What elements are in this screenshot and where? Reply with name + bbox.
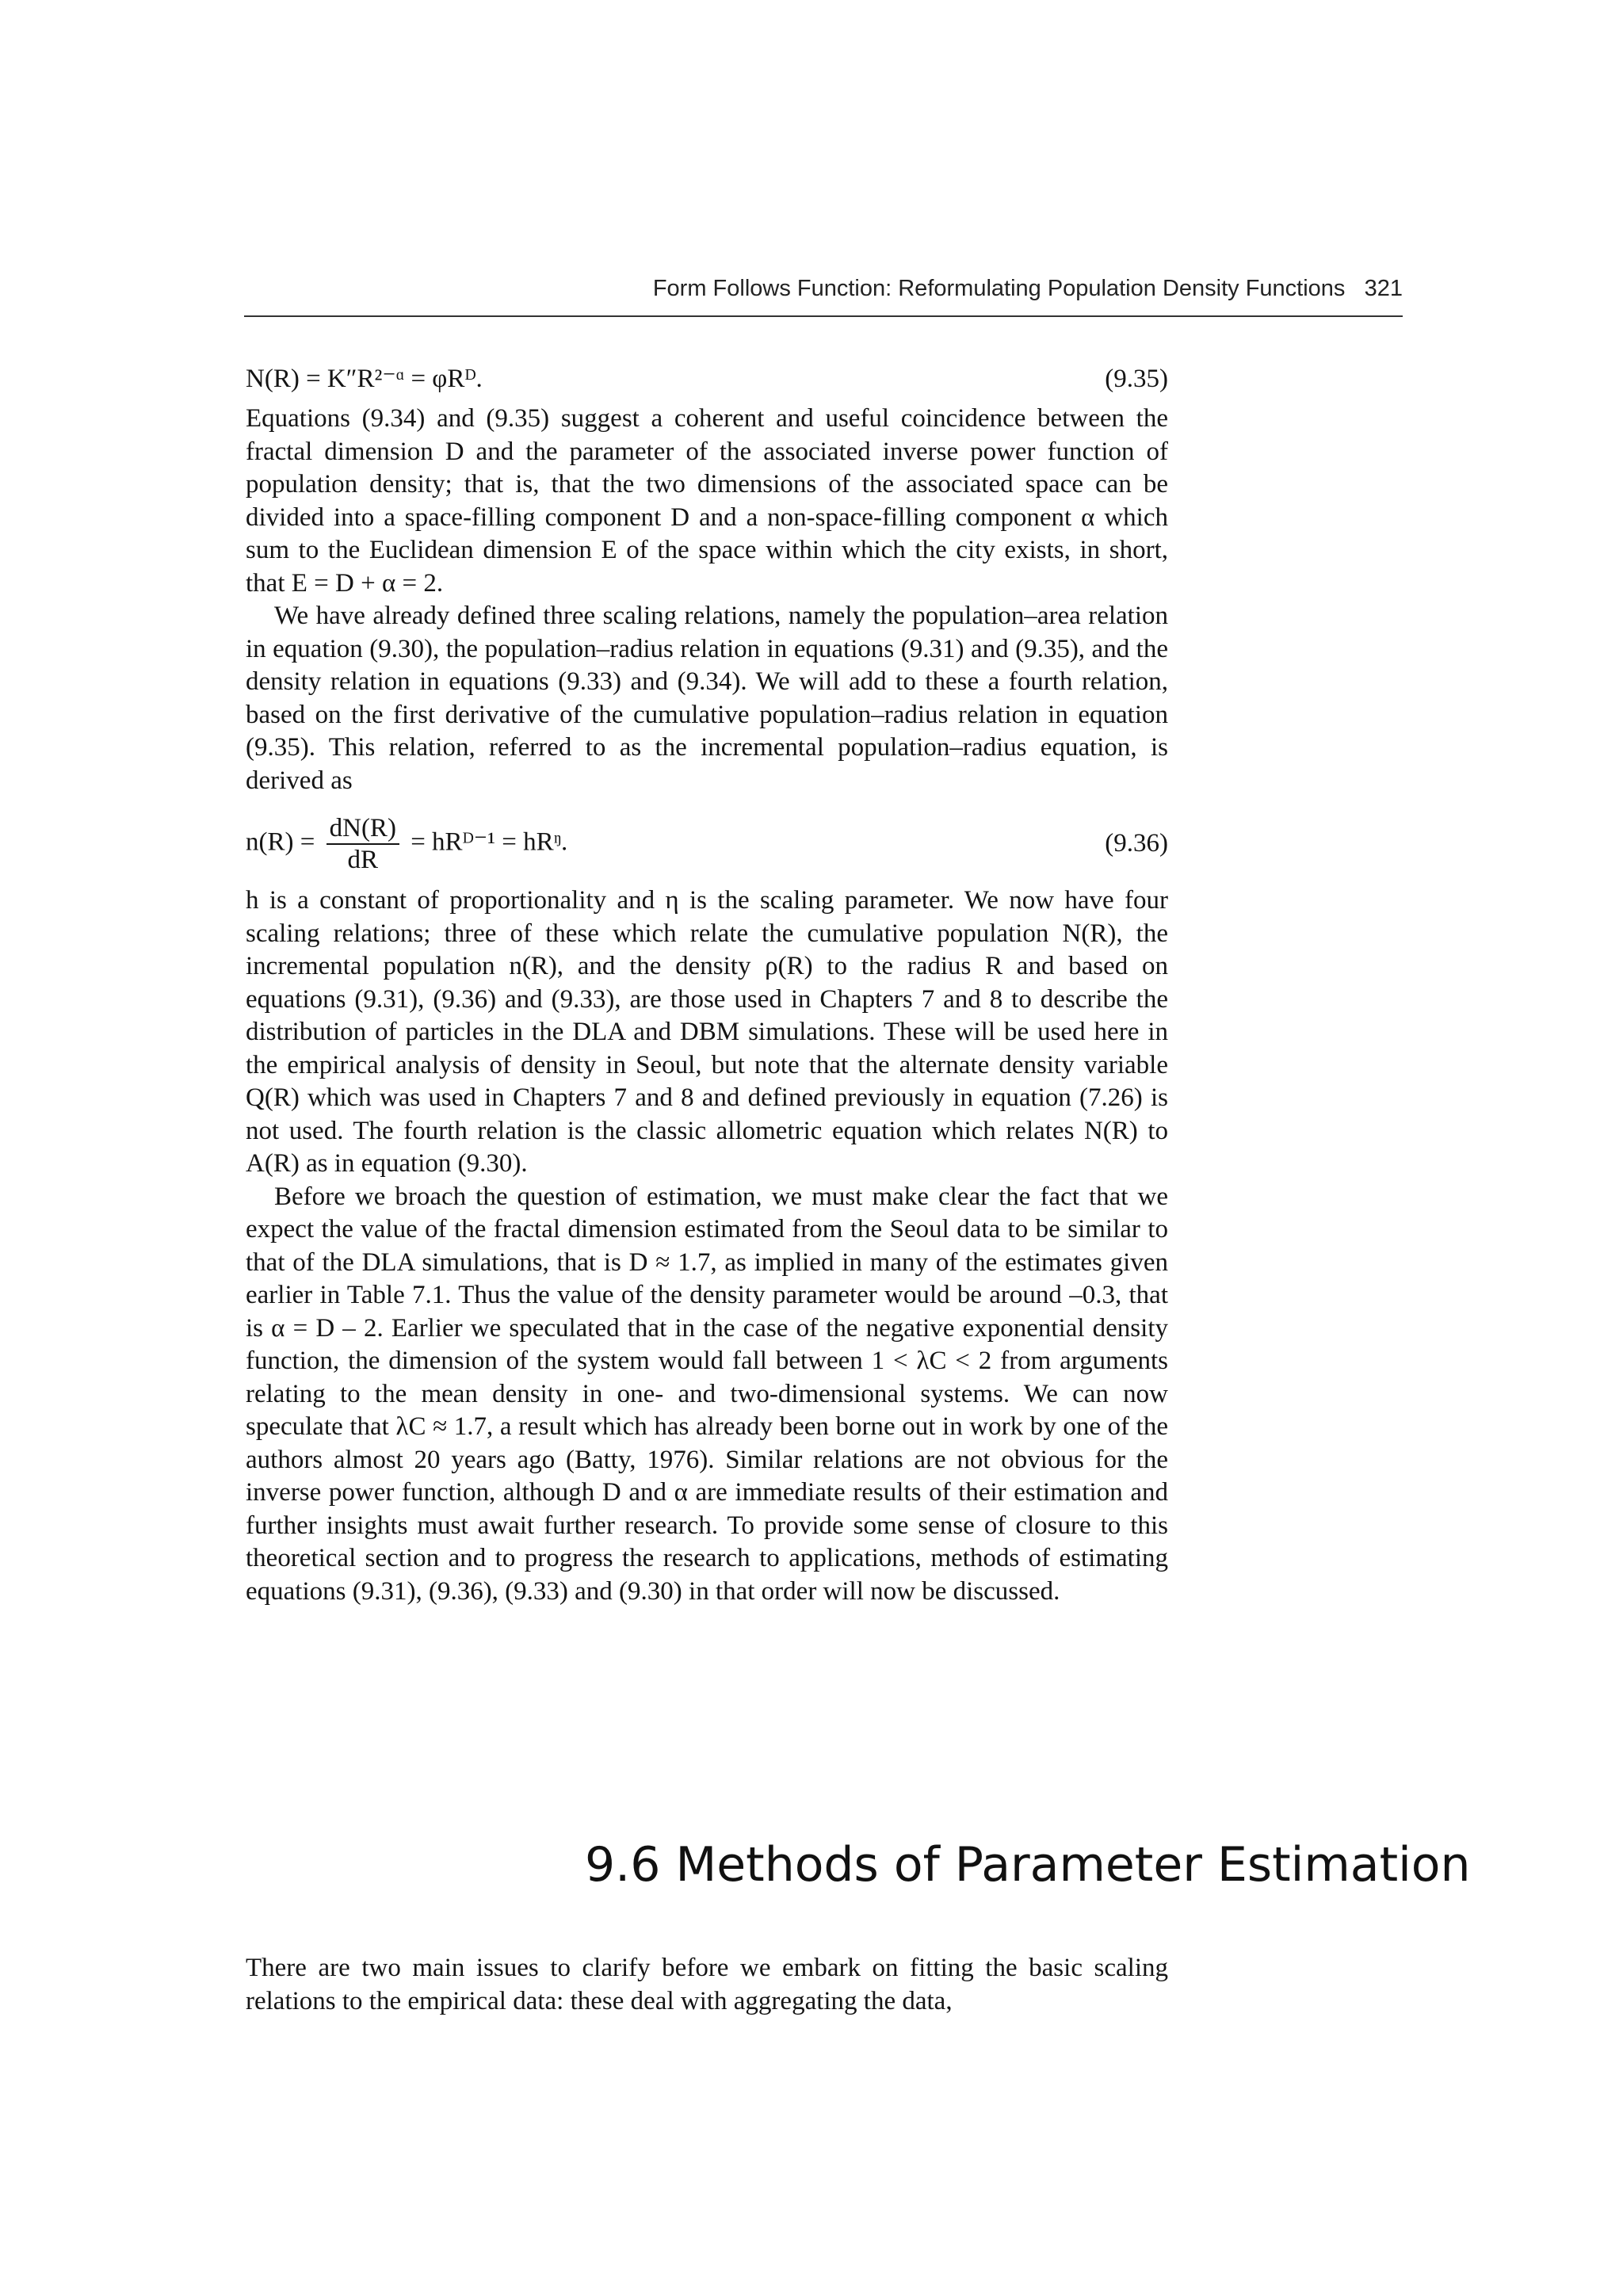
section-heading: 9.6 Methods of Parameter Estimation xyxy=(585,1837,1471,1893)
paragraph: We have already defined three scaling relations, namely the population–area relation in equation (9.30), the population–radius relation in equations (9.31) and (9.35), and the density relation in equations (9.33) and (9.34). We will add to these a fourth relation, based on the first derivative of the cumulative population–radius relation in equation (9.35). This relation, referred to as the incremental population–radius equation, is derived as xyxy=(246,602,1168,795)
equation-lhs: n(R) = xyxy=(246,827,315,857)
page-number: 321 xyxy=(1364,276,1403,301)
equation-label: (9.35) xyxy=(1105,365,1168,393)
section-text xyxy=(246,1952,1168,2018)
fraction-denominator: dR xyxy=(347,846,379,874)
equation-9-35 xyxy=(246,363,1168,396)
equation-9-36 xyxy=(246,805,1168,878)
equation-text: N(R) = K″R²⁻ᵅ = φRᴰ. xyxy=(246,365,483,393)
main-text xyxy=(246,363,1168,1608)
header-rule xyxy=(244,315,1403,317)
paragraph: Equations (9.34) and (9.35) suggest a coherent and useful coincidence between the fractal dimension D and the parameter of the associated inverse power function of population density; that is, that the two dimensions of the associated space can be divided into a space-filling component D and a non-space-filling component α which sum to the Euclidean dimension E of the space within which the city exists, in short, that E = D + α = 2. xyxy=(246,404,1168,598)
paragraph: Before we broach the question of estimation, we must make clear the fact that we expect the value of the fractal dimension estimated from the Seoul data to be similar to that of the DLA simulations, that is D ≈ 1.7, as implied in many of the estimates given earlier in Table 7.1. Thus the value of the density parameter would be around –0.3, that is α = D – 2. Earlier we speculated that in the case of the negative exponential density function, the dimension of the system would fall between 1 < λC < 2 from arguments relating to the mean density in one- and two-dimensional systems. We can now speculate that λC ≈ 1.7, a result which has already been borne out in work by one of the authors almost 20 years ago (Batty, 1976). Similar relations are not obvious for the inverse power function, although D and α are immediate results of their estimation and further insights must await further research. To provide some sense of closure to this theoretical section and to progress the research to applications, methods of estimating equations (9.31), (9.36), (9.33) and (9.30) in that order will now be discussed. xyxy=(246,1182,1168,1606)
equation-body xyxy=(246,813,567,875)
running-title: Form Follows Function: Reformulating Population Density Functions xyxy=(652,276,1346,301)
paragraph: There are two main issues to clarify before we embark on fitting the basic scaling relations to the empirical data: these deal with aggregating the data, xyxy=(246,1954,1168,2015)
running-header xyxy=(246,276,1403,302)
derivative-fraction xyxy=(327,813,399,875)
equation-rhs: = hRᴰ⁻¹ = hRᵑ. xyxy=(411,827,568,857)
fraction-numerator: dN(R) xyxy=(327,813,399,845)
equation-label: (9.36) xyxy=(1105,829,1168,858)
paragraph: h is a constant of proportionality and η is the scaling parameter. We now have four scaling relations; three of these which relate the cumulative population N(R), the incremental population n(R), and the density ρ(R) to the radius R and based on equations (9.31), (9.36) and (9.33), are those used in Chapters 7 and 8 to describe the distribution of particles in the DLA and DBM simulations. These will be used here in the empirical analysis of density in Seoul, but note that the alternate density variable Q(R) which was used in Chapters 7 and 8 and defined previously in equation (7.26) is not used. The fourth relation is the classic allometric equation which relates N(R) to A(R) as in equation (9.30). xyxy=(246,886,1168,1178)
